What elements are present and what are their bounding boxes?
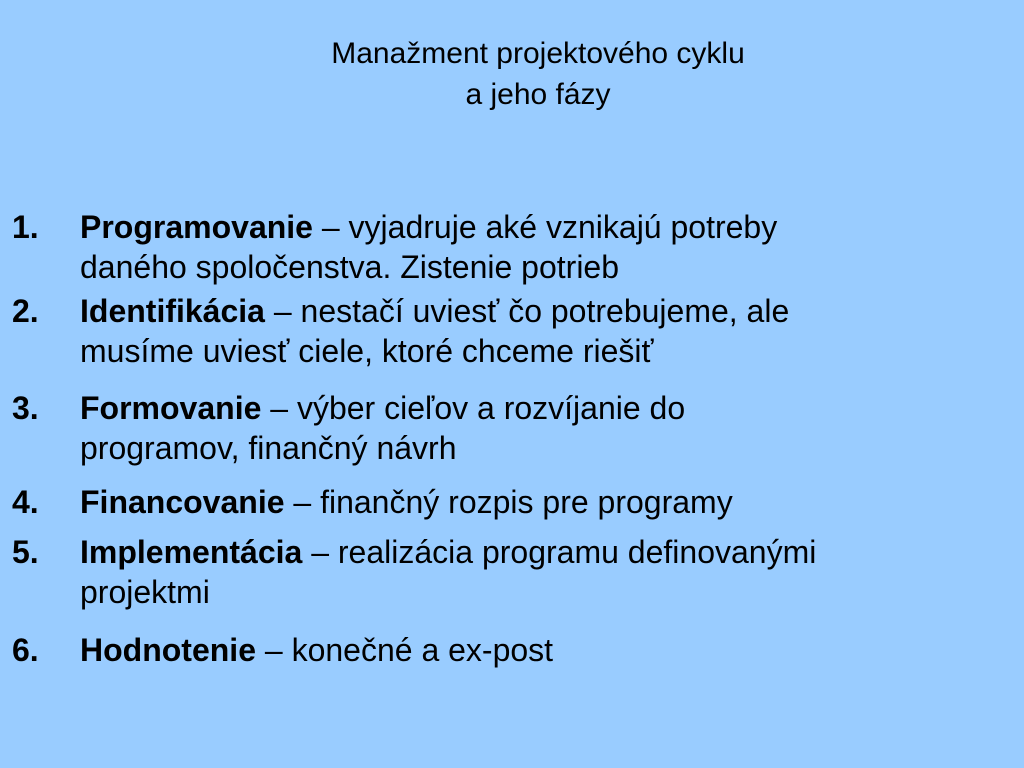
- phase-description: – finančný rozpis pre programy: [284, 484, 733, 520]
- phase-number: 4.: [12, 484, 39, 520]
- phase-number: 1.: [12, 209, 39, 245]
- phase-description: – výber cieľov a rozvíjanie do: [261, 390, 686, 426]
- phase-number: 5.: [12, 534, 39, 570]
- phase-text-line-2: programov, finančný návrh: [80, 430, 457, 466]
- phase-text: [80, 532, 1010, 612]
- phase-description: – konečné a ex-post: [255, 632, 554, 668]
- phase-term: Programovanie: [80, 209, 313, 245]
- phase-term: Financovanie: [80, 484, 285, 520]
- phase-text-line-2: daného spoločenstva. Zistenie potrieb: [80, 249, 620, 285]
- phase-text: [80, 482, 1010, 522]
- phase-text-line-1: [80, 291, 1010, 331]
- phase-text-line-2: musíme uviesť ciele, ktoré chceme riešiť: [80, 333, 654, 369]
- phase-number: 3.: [12, 390, 39, 426]
- phase-term: Hodnotenie: [80, 632, 256, 668]
- slide-title-line-2: a jeho fázy: [465, 78, 611, 111]
- phase-text-line-1: [80, 388, 1010, 428]
- phase-number: 2.: [12, 293, 39, 329]
- phase-text: [80, 630, 1010, 670]
- phase-description: – nestačí uviesť čo potrebujeme, ale: [264, 293, 790, 329]
- phase-text-line-1: [80, 207, 1010, 247]
- phase-description: – realizácia programu definovanými: [302, 534, 817, 570]
- phase-text-line-1: [80, 532, 1010, 572]
- phase-text-line-1: [80, 630, 1010, 670]
- phase-text: [80, 207, 1010, 287]
- phase-description: – vyjadruje aké vznikajú potreby: [312, 209, 778, 245]
- phase-number: 6.: [12, 632, 39, 668]
- phase-term: Identifikácia: [80, 293, 265, 329]
- phase-text-line-2: projektmi: [80, 574, 210, 610]
- phase-text: [80, 291, 1010, 371]
- phase-text: [80, 388, 1010, 468]
- phase-term: Formovanie: [80, 390, 262, 426]
- slide-title-line-1: Manažment projektového cyklu: [331, 37, 745, 70]
- phase-term: Implementácia: [80, 534, 303, 570]
- phase-text-line-1: [80, 482, 1010, 522]
